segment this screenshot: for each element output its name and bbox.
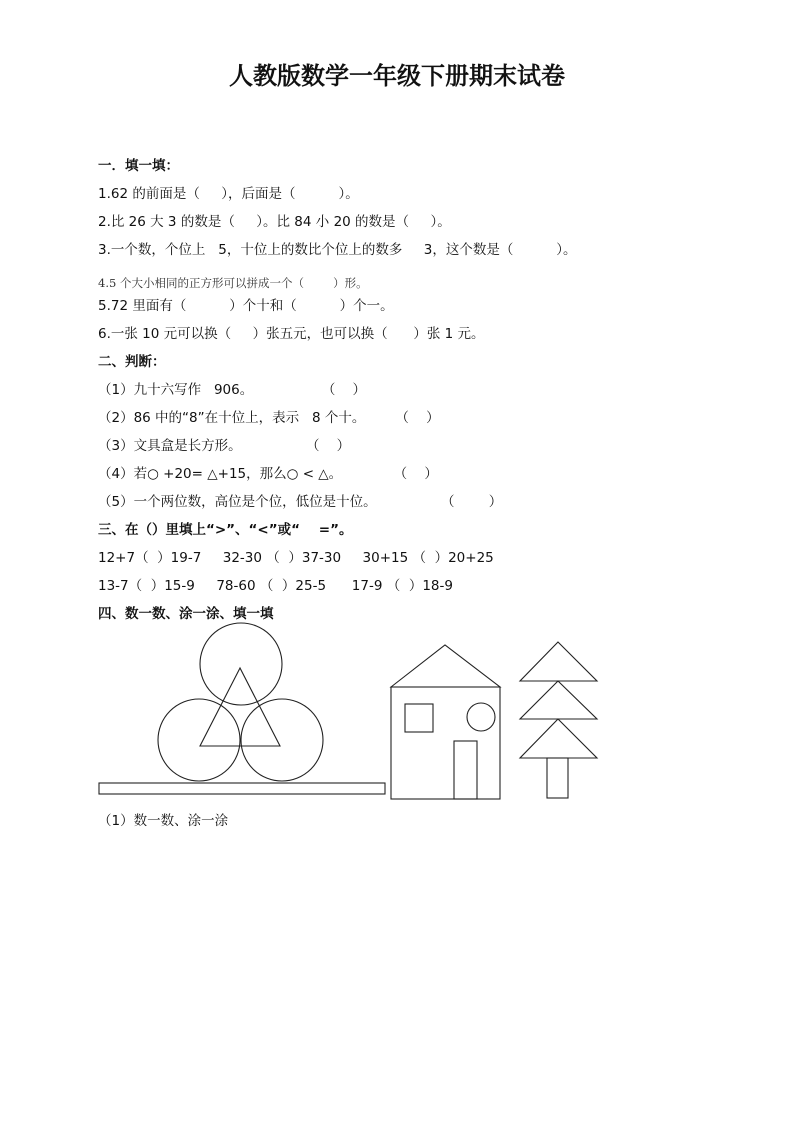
right-circle (241, 699, 323, 781)
house-window-square (405, 704, 433, 732)
tree-middle-triangle (520, 681, 597, 719)
tree-bottom-triangle (520, 719, 597, 758)
house-roof-triangle (391, 645, 500, 687)
compare-row-2: 13-7（ ）15-9 78-60 （ ）25-5 17-9 （ ）18-9 (98, 578, 453, 594)
fill-question-2: 2.比 26 大 3 的数是（ ）。比 84 小 20 的数是（ ）。 (98, 214, 451, 230)
tree (520, 642, 597, 798)
judge-question-4: （4）若○ +20= △+15，那么○ < △。 （ ） (98, 466, 438, 482)
judge-question-1: （1）九十六写作 906。 （ ） (98, 382, 367, 398)
fill-question-5: 5.72 里面有（ ）个十和（ ）个一。 (98, 298, 394, 314)
ground-rectangle (99, 783, 385, 794)
left-circle (158, 699, 240, 781)
fill-question-3: 3.一个数，个位上 5，十位上的数比个位上的数多 3，这个数是（ ）。 (98, 242, 577, 258)
tree-trunk-rectangle (547, 758, 568, 798)
fill-question-4: 4.5 个大小相同的正方形可以拼成一个（ ）形。 (98, 276, 368, 290)
judge-question-2: （2）86 中的“8”在十位上，表示 8 个十。 （ ） (98, 410, 440, 426)
house-door-rectangle (454, 741, 477, 799)
fill-question-6: 6.一张 10 元可以换（ ）张五元，也可以换（ ）张 1 元。 (98, 326, 485, 342)
shapes-figure (96, 622, 606, 804)
shapes-subquestion-1: （1）数一数、涂一涂 (98, 813, 229, 829)
fill-question-1: 1.62 的前面是（ ），后面是（ ）。 (98, 186, 359, 202)
section-judge-heading: 二、判断： (98, 354, 166, 370)
section-compare-heading: 三、在（）里填上“>”、“<”或“ =”。 (98, 522, 353, 538)
house (391, 645, 500, 799)
section-shapes-heading: 四、数一数、涂一涂、填一填 (98, 606, 274, 622)
page-title: 人教版数学一年级下册期末试卷 (229, 62, 565, 90)
section-fill-heading: 一．填一填： (98, 158, 179, 174)
house-window-circle (467, 703, 495, 731)
judge-question-3: （3）文具盒是长方形。 （ ） (98, 438, 351, 454)
compare-row-1: 12+7（ ）19-7 32-30 （ ）37-30 30+15 （ ）20+25 (98, 550, 494, 566)
circle-triangle-group (158, 623, 323, 781)
judge-question-5: （5）一个两位数，高位是个位，低位是十位。 （ ） (98, 494, 503, 510)
top-circle (200, 623, 282, 705)
tree-top-triangle (520, 642, 597, 681)
